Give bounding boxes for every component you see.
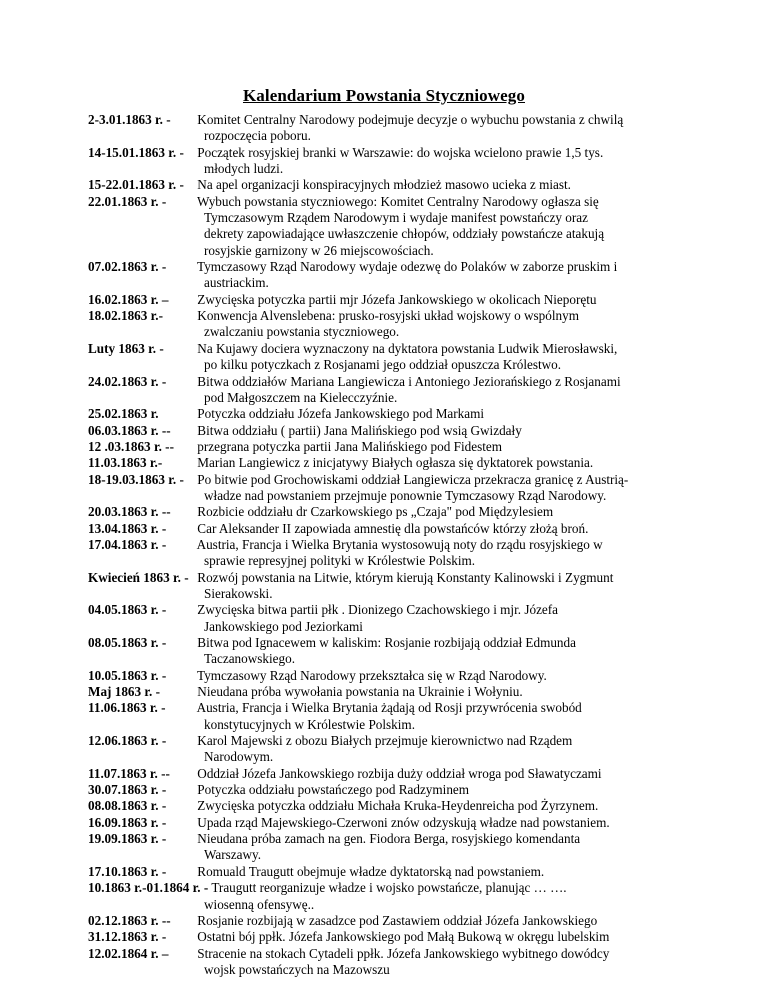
timeline-entry (0, 946, 768, 979)
entry-continuation: Jankowskiego pod Jeziorkami (204, 618, 363, 634)
timeline-list (0, 112, 768, 978)
timeline-entry (0, 455, 768, 471)
entry-text: Na Kujawy dociera wyznaczony na dyktatora powstania Ludwik Mierosławski, (194, 340, 618, 356)
timeline-entry (0, 700, 768, 733)
entry-text: Zwycięska potyczka oddziału Michała Kruka-Heydenreicha pod Żyrzynem. (194, 798, 599, 814)
entry-first-line (0, 766, 768, 782)
timeline-entry (0, 782, 768, 798)
entry-text: przegrana potyczka partii Jana Malińskiego pod Fidestem (194, 438, 502, 454)
entry-continuation: pod Małgoszczem na Kielecczyźnie. (204, 389, 398, 405)
entry-first-line (0, 570, 768, 586)
entry-first-line (0, 602, 768, 618)
entry-text: Romuald Traugutt obejmuje władze dyktatorską nad powstaniem. (194, 863, 545, 879)
entry-continuation: rozpoczęcia poboru. (204, 128, 311, 144)
timeline-entry (0, 766, 768, 782)
timeline-entry (0, 145, 768, 178)
page-title: Kalendarium Powstania Styczniowego (242, 86, 525, 105)
entry-date: 07.02.1863 r. - (88, 259, 167, 275)
entry-text: Rozbicie oddziału dr Czarkowskiego ps „Czaja" pod Międzylesiem (194, 504, 554, 520)
entry-text: Oddział Józefa Jankowskiego rozbija duży oddział wroga pod Sławatyczami (194, 765, 602, 781)
entry-first-line (0, 439, 768, 455)
entry-continuation: wojsk powstańczych na Mazowszu (204, 961, 390, 977)
entry-date: Luty 1863 r. - (88, 340, 164, 356)
entry-text: Nieudana próba wywołania powstania na Ukrainie i Wołyniu. (194, 684, 523, 700)
entry-first-line (0, 798, 768, 814)
timeline-entry (0, 112, 768, 145)
entry-first-line (0, 684, 768, 700)
entry-date: 10.1863 r.-01.1864 r. - (88, 880, 209, 896)
entry-first-line (0, 292, 768, 308)
entry-first-line (0, 668, 768, 684)
entry-first-line (0, 733, 768, 749)
timeline-entry (0, 374, 768, 407)
timeline-entry (0, 504, 768, 520)
entry-continuation: Tymczasowym Rządem Narodowym i wydaje manifest powstańczy oraz (204, 210, 588, 226)
entry-text: Marian Langiewicz z inicjatywy Białych ogłasza się dyktatorek powstania. (194, 455, 594, 471)
timeline-entry (0, 913, 768, 929)
timeline-entry (0, 341, 768, 374)
entry-first-line (0, 521, 768, 537)
entry-continuation: Narodowym. (204, 749, 274, 765)
entry-text: Nieudana próba zamach na gen. Fiodora Berga, rosyjskiego komendanta (194, 831, 581, 847)
entry-first-line (0, 374, 768, 390)
entry-text: Karol Majewski z obozu Białych przejmuje kierownictwo nad Rządem (194, 733, 573, 749)
entry-text: Konwencja Alvenslebena: prusko-rosyjski układ wojskowy o wspólnym (194, 308, 579, 324)
entry-text: Bitwa oddziałów Mariana Langiewicza i Antoniego Jeziorańskiego z Rosjanami (194, 373, 621, 389)
entry-text: Upada rząd Majewskiego-Czerwoni znów odzyskują władze nad powstaniem. (194, 814, 610, 830)
timeline-entry (0, 423, 768, 439)
entry-first-line (0, 782, 768, 798)
entry-first-line (0, 831, 768, 847)
entry-date: 12.02.1864 r. – (88, 945, 169, 961)
timeline-entry (0, 733, 768, 766)
entry-first-line (0, 455, 768, 471)
entry-text: Austria, Francja i Wielka Brytania wystosowują noty do rządu rosyjskiego w (194, 536, 603, 552)
timeline-entry (0, 684, 768, 700)
entry-first-line (0, 880, 768, 896)
entry-first-line (0, 406, 768, 422)
entry-continuation: Warszawy. (204, 847, 262, 863)
entry-date: 16.02.1863 r. – (88, 291, 169, 307)
entry-first-line (0, 929, 768, 945)
entry-text: Zwycięska bitwa partii płk . Dionizego Czachowskiego i mjr. Józefa (194, 602, 559, 618)
entry-date: 30.07.1863 r. - (88, 782, 167, 798)
timeline-entry (0, 537, 768, 570)
timeline-entry (0, 815, 768, 831)
entry-first-line (0, 537, 768, 553)
entry-text: Rozwój powstania na Litwie, którym kierują Konstanty Kalinowski i Zygmunt (194, 569, 614, 585)
timeline-entry (0, 472, 768, 505)
timeline-entry (0, 259, 768, 292)
entry-continuation: po kilku potyczkach z Rosjanami jego oddział opuszcza Królestwo. (204, 357, 562, 373)
entry-first-line (0, 112, 768, 128)
entry-text: Austria, Francja i Wielka Brytania żądają od Rosji przywrócenia swobód (194, 700, 582, 716)
entry-date: 13.04.1863 r. - (88, 520, 167, 536)
entry-date: 31.12.1863 r. - (88, 929, 167, 945)
entry-continuation: sprawie represyjnej polityki w Królestwie Polskim. (204, 553, 476, 569)
entry-date: Maj 1863 r. - (88, 684, 161, 700)
entry-first-line (0, 700, 768, 716)
entry-date: 18.02.1863 r.- (88, 308, 163, 324)
entry-date: 11.07.1863 r. -- (88, 765, 170, 781)
entry-date: 14-15.01.1863 r. - (88, 144, 184, 160)
timeline-entry (0, 177, 768, 193)
entry-date: Kwiecień 1863 r. - (88, 569, 189, 585)
entry-text: Po bitwie pod Grochowiskami oddział Langiewicza przekracza granicę z Austrią- (194, 471, 629, 487)
entry-date: 04.05.1863 r. - (88, 602, 167, 618)
entry-text: Tymczasowy Rząd Narodowy wydaje odezwę do Polaków w zaborze pruskim i (194, 259, 618, 275)
entry-date: 11.06.1863 r. - (88, 700, 166, 716)
entry-continuation: młodych ludzi. (204, 161, 284, 177)
timeline-entry (0, 570, 768, 603)
entry-date: 2-3.01.1863 r. - (88, 112, 171, 127)
timeline-entry (0, 668, 768, 684)
entry-first-line (0, 504, 768, 520)
entry-date: 25.02.1863 r. (88, 406, 159, 422)
entry-date: 11.03.1863 r.- (88, 455, 163, 471)
timeline-entry (0, 439, 768, 455)
entry-continuation: Sierakowski. (204, 585, 273, 601)
timeline-entry (0, 929, 768, 945)
entry-text: Potyczka oddziału powstańczego pod Radzyminem (194, 782, 470, 798)
entry-continuation: dekrety zapowiadające uwłaszczenie chłopów, oddziały powstańcze atakują (204, 226, 605, 242)
entry-date: 24.02.1863 r. - (88, 373, 167, 389)
entry-first-line (0, 815, 768, 831)
entry-first-line (0, 308, 768, 324)
entry-date: 18-19.03.1863 r. - (88, 471, 184, 487)
entry-first-line (0, 864, 768, 880)
timeline-entry (0, 602, 768, 635)
entry-date: 22.01.1863 r. - (88, 193, 167, 209)
entry-date: 02.12.1863 r. -- (88, 912, 171, 928)
timeline-entry (0, 880, 768, 913)
entry-date: 10.05.1863 r. - (88, 667, 167, 683)
entry-first-line (0, 946, 768, 962)
entry-first-line (0, 259, 768, 275)
entry-text: Początek rosyjskiej branki w Warszawie: do wojska wcielono prawie 1,5 tys. (194, 144, 604, 160)
timeline-entry (0, 406, 768, 422)
entry-date: 12.06.1863 r. - (88, 733, 167, 749)
entry-first-line (0, 423, 768, 439)
entry-date: 16.09.1863 r. - (88, 814, 167, 830)
entry-continuation: konstytucyjnych w Królestwie Polskim. (204, 716, 415, 732)
entry-date: 12 .03.1863 r. -- (88, 438, 174, 454)
entry-first-line (0, 194, 768, 210)
entry-text: Tymczasowy Rząd Narodowy przekształca się w Rząd Narodowy. (194, 667, 547, 683)
timeline-entry (0, 798, 768, 814)
entry-first-line (0, 913, 768, 929)
entry-text: Zwycięska potyczka partii mjr Józefa Jankowskiego w okolicach Nieporętu (194, 291, 597, 307)
entry-text: Ostatni bój ppłk. Józefa Jankowskiego pod Małą Bukową w okręgu lubelskim (194, 929, 610, 945)
entry-text: Komitet Centralny Narodowy podejmuje decyzje o wybuchu powstania z chwilą (194, 112, 624, 127)
entry-date: 17.10.1863 r. - (88, 863, 167, 879)
entry-first-line (0, 472, 768, 488)
entry-continuation: Taczanowskiego. (204, 651, 295, 667)
timeline-entry (0, 521, 768, 537)
entry-text: Car Aleksander II zapowiada amnestię dla powstańców którzy złożą broń. (194, 520, 589, 536)
entry-first-line (0, 145, 768, 161)
entry-text: Na apel organizacji konspiracyjnych młodzież masowo ucieka z miast. (194, 177, 571, 193)
entry-date: 08.05.1863 r. - (88, 635, 167, 650)
entry-date: 06.03.1863 r. -- (88, 422, 171, 438)
entry-continuation: rosyjskie garnizony w 26 miejscowościach. (204, 242, 434, 258)
timeline-entry (0, 635, 768, 668)
entry-text: Bitwa oddziału ( partii) Jana Malińskiego pod wsią Gwizdały (194, 422, 522, 438)
entry-date: 08.08.1863 r. - (88, 798, 167, 814)
entry-text: Traugutt reorganizuje władze i wojsko powstańcze, planując … …. (208, 880, 567, 896)
entry-continuation: wiosenną ofensywę.. (204, 896, 315, 912)
entry-text: Wybuch powstania styczniowego: Komitet Centralny Narodowy ogłasza się (194, 193, 599, 209)
entry-text: Stracenie na stokach Cytadeli ppłk. Józefa Jankowskiego wybitnego dowódcy (194, 945, 610, 961)
timeline-entry (0, 864, 768, 880)
entry-text: Rosjanie rozbijają w zasadzce pod Zastawiem oddział Józefa Jankowskiego (194, 912, 598, 928)
timeline-entry (0, 308, 768, 341)
timeline-entry (0, 831, 768, 864)
timeline-entry (0, 194, 768, 259)
entry-date: 20.03.1863 r. -- (88, 504, 171, 520)
entry-text: Potyczka oddziału Józefa Jankowskiego pod Markami (194, 406, 485, 422)
entry-date: 15-22.01.1863 r. - (88, 177, 184, 193)
entry-first-line (0, 341, 768, 357)
entry-continuation: władze nad powstaniem przejmuje ponownie Tymczasowy Rząd Narodowy. (204, 487, 607, 503)
timeline-entry (0, 292, 768, 308)
entry-first-line (0, 635, 768, 651)
entry-continuation: austriackim. (204, 275, 269, 291)
entry-date: 19.09.1863 r. - (88, 831, 167, 847)
entry-text: Bitwa pod Ignacewem w kaliskim: Rosjanie rozbijają oddział Edmunda (194, 635, 576, 650)
entry-continuation: zwalczaniu powstania styczniowego. (204, 324, 400, 340)
entry-date: 17.04.1863 r. - (88, 536, 167, 552)
entry-first-line (0, 177, 768, 193)
